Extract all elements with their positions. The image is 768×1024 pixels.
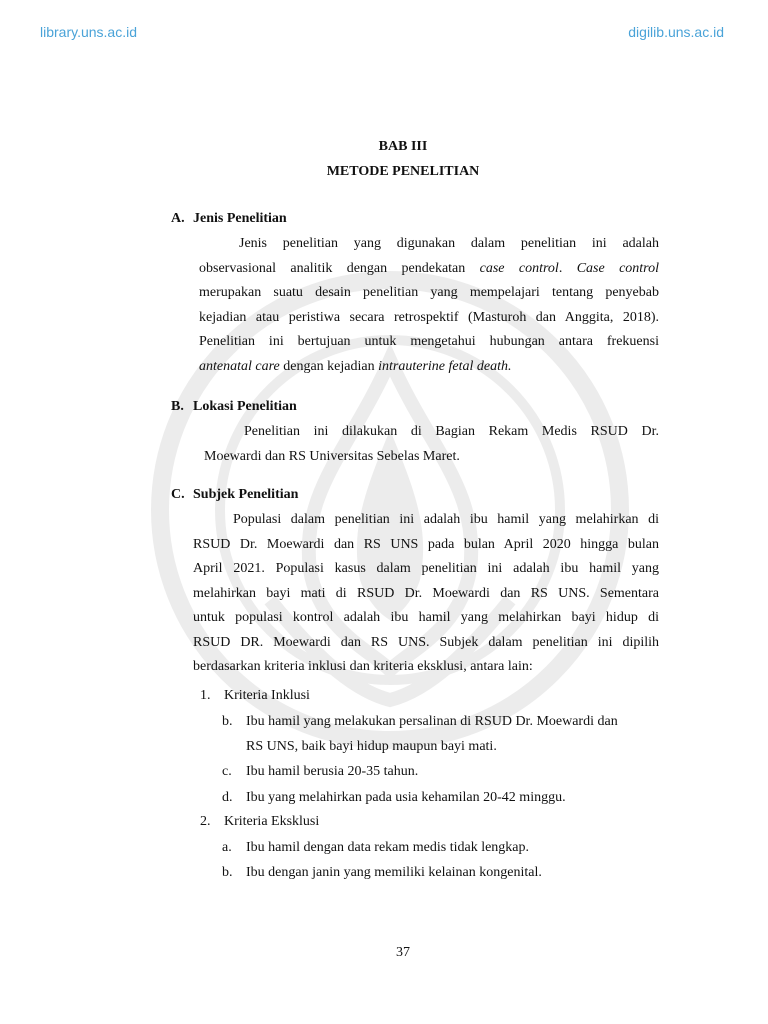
list-item: [222, 709, 662, 759]
para-text: observasional analitik dengan pendekatan: [199, 260, 466, 276]
list-item: [222, 759, 662, 784]
list-marker: c.: [222, 764, 232, 779]
section-a-paragraph: [199, 232, 659, 379]
section-a-heading: [171, 211, 287, 227]
para-line: merupakan suatu desain penelitian yang mempelajari tentang penyebab: [199, 285, 659, 300]
section-a-letter: A.: [171, 211, 185, 226]
para-text: dengan kejadian: [279, 358, 379, 374]
para-line: melahirkan bayi mati di RSUD Dr. Moewardi dan RS UNS. Sementara: [193, 585, 659, 601]
section-c-paragraph: [193, 508, 659, 680]
chapter-title: METODE PENELITIAN: [326, 164, 480, 179]
list-number: 2.: [200, 814, 211, 829]
para-line: Moewardi dan RS Universitas Sebelas Maret.: [204, 448, 460, 464]
italic-term: Case control: [576, 260, 659, 276]
list-text: Ibu hamil dengan data rekam medis tidak lengkap.: [246, 840, 530, 855]
para-line: [199, 257, 659, 282]
criteria-inclusion-heading: [200, 684, 310, 709]
list-marker: d.: [222, 790, 233, 805]
section-c-heading: [171, 487, 298, 503]
section-c-title: Subjek Penelitian: [193, 487, 299, 502]
para-line: kejadian atau peristiwa secara retrospektif (Masturoh dan Anggita, 2018).: [199, 309, 659, 325]
section-b-letter: B.: [171, 399, 184, 414]
italic-term: antenatal care: [199, 358, 280, 374]
para-line: Penelitian ini dilakukan di Bagian Rekam Medis RSUD Dr.: [244, 424, 659, 439]
list-text: RS UNS, baik bayi hidup maupun bayi mati.: [246, 739, 497, 754]
para-line: Populasi dalam penelitian ini adalah ibu hamil yang melahirkan di: [233, 512, 659, 527]
para-line: untuk populasi kontrol adalah ibu hamil yang melahirkan bayi hidup di: [193, 610, 659, 625]
list-text: Ibu dengan janin yang memiliki kelainan kongenital.: [246, 865, 542, 880]
list-number: 1.: [200, 688, 211, 703]
criteria-title: Kriteria Inklusi: [224, 688, 310, 703]
para-line: April 2021. Populasi kasus dalam penelitian ini adalah ibu hamil yang: [193, 561, 659, 576]
list-marker: b.: [222, 865, 233, 880]
section-a-title: Jenis Penelitian: [193, 211, 287, 226]
criteria-exclusion-heading: [200, 810, 319, 835]
para-line: berdasarkan kriteria inklusi dan kriteria eksklusi, antara lain:: [193, 659, 533, 674]
list-item: [222, 785, 662, 810]
section-b-paragraph: [204, 420, 659, 469]
list-text: Ibu yang melahirkan pada usia kehamilan 20-42 minggu.: [246, 790, 566, 805]
header-site-left[interactable]: library.uns.ac.id: [40, 24, 138, 40]
para-line: Penelitian ini bertujuan untuk mengetahui hubungan antara frekuensi: [199, 334, 659, 349]
criteria-title: Kriteria Eksklusi: [224, 814, 320, 829]
para-line: RSUD Dr. Moewardi dan RS UNS pada bulan April 2020 hingga bulan: [193, 536, 659, 552]
list-text: Ibu hamil berusia 20-35 tahun.: [246, 764, 419, 779]
list-item: [222, 860, 662, 885]
section-c-letter: C.: [171, 487, 185, 502]
section-b-heading: [171, 399, 297, 415]
para-line: [199, 355, 659, 380]
para-line: RSUD DR. Moewardi dan RS UNS. Subjek dalam penelitian ini dipilih: [193, 634, 659, 650]
list-marker: b.: [222, 714, 233, 729]
list-item: [222, 835, 662, 860]
para-line: Jenis penelitian yang digunakan dalam penelitian ini adalah: [239, 236, 659, 251]
italic-term: intrauterine fetal death.: [378, 358, 512, 374]
list-marker: a.: [222, 840, 232, 855]
para-text: .: [558, 260, 563, 276]
chapter-number: BAB III: [378, 139, 428, 154]
italic-term: case control: [479, 260, 559, 276]
section-b-title: Lokasi Penelitian: [193, 399, 297, 414]
page-number: 37: [396, 945, 410, 960]
header-site-right[interactable]: digilib.uns.ac.id: [628, 24, 724, 40]
list-text: Ibu hamil yang melakukan persalinan di RSUD Dr. Moewardi dan: [246, 714, 618, 729]
